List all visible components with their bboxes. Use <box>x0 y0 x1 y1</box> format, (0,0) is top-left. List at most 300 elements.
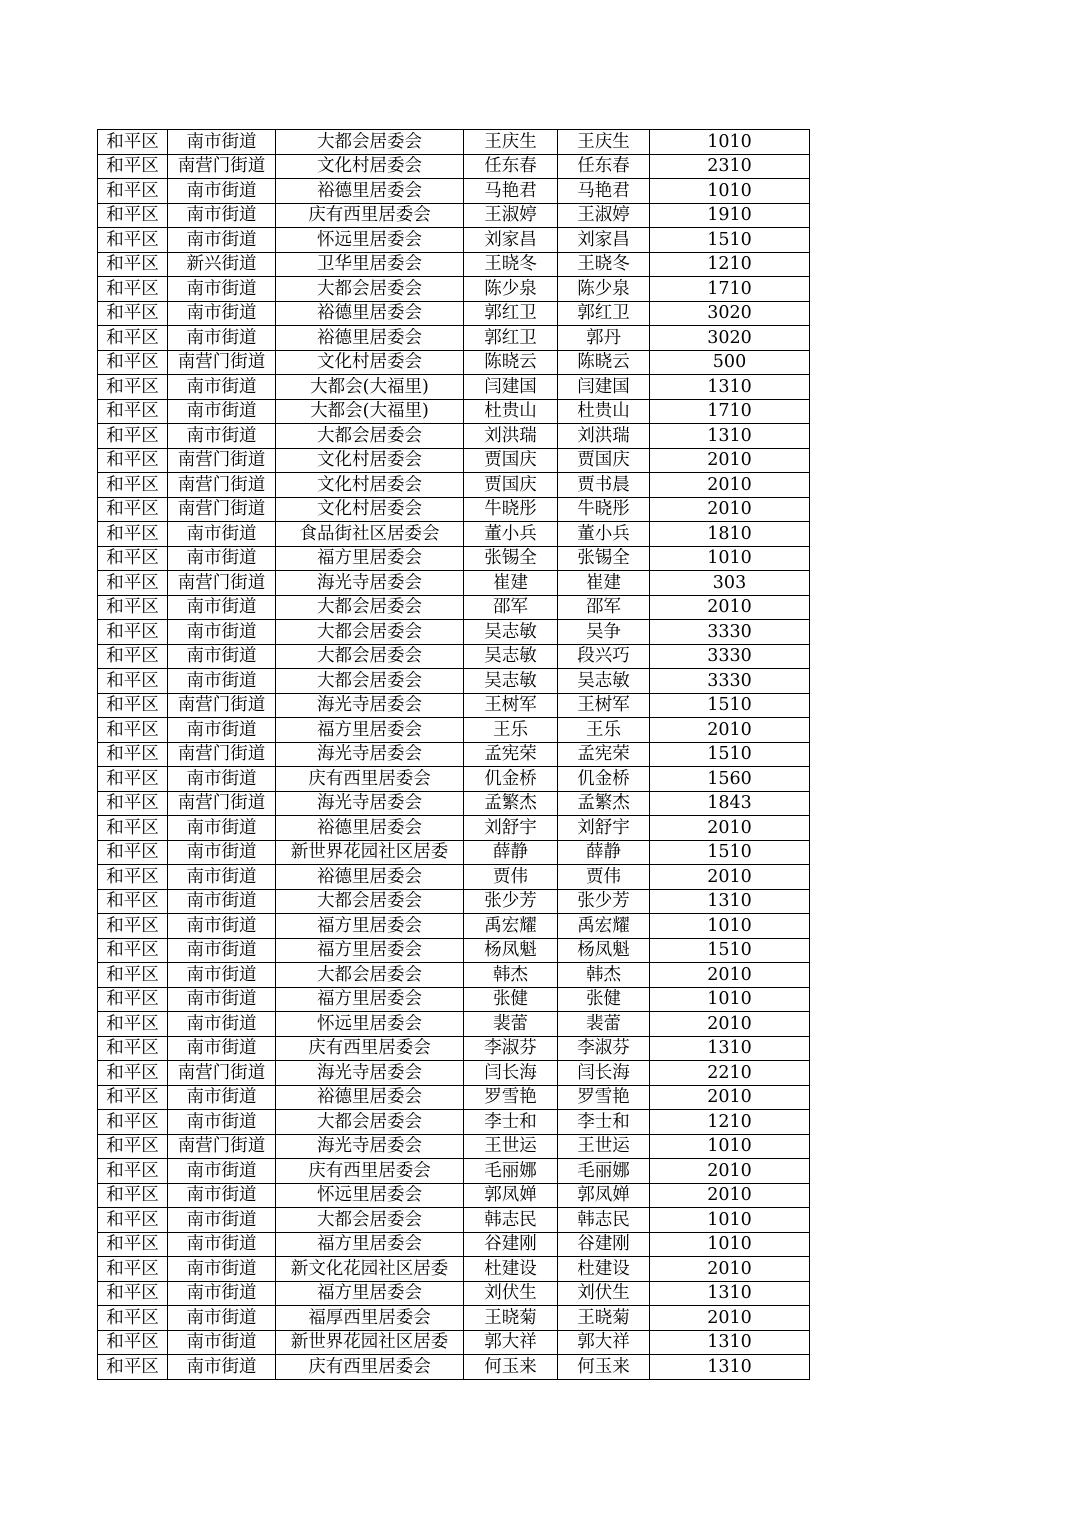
member-cell: 王晓菊 <box>558 1306 650 1331</box>
district-cell: 和平区 <box>98 840 168 865</box>
committee-cell: 大都会居委会 <box>276 277 464 302</box>
member-cell: 董小兵 <box>558 522 650 547</box>
district-cell: 和平区 <box>98 987 168 1012</box>
district-cell: 和平区 <box>98 1134 168 1159</box>
table-body <box>98 130 810 1380</box>
amount-cell: 2010 <box>650 1012 810 1037</box>
member-cell: 李士和 <box>558 1110 650 1135</box>
member-cell: 薛静 <box>558 840 650 865</box>
committee-cell: 海光寺居委会 <box>276 1061 464 1086</box>
member-cell: 王世运 <box>558 1134 650 1159</box>
table-row <box>98 1208 810 1233</box>
member-cell: 吴志敏 <box>558 669 650 694</box>
amount-cell: 1010 <box>650 130 810 155</box>
district-cell: 和平区 <box>98 546 168 571</box>
street-cell: 南市街道 <box>168 1036 276 1061</box>
table-row <box>98 522 810 547</box>
applicant-cell: 韩杰 <box>464 963 558 988</box>
committee-cell: 文化村居委会 <box>276 497 464 522</box>
applicant-cell: 陈少泉 <box>464 277 558 302</box>
amount-cell: 1010 <box>650 914 810 939</box>
applicant-cell: 郭红卫 <box>464 301 558 326</box>
amount-cell: 1310 <box>650 1281 810 1306</box>
applicant-cell: 闫长海 <box>464 1061 558 1086</box>
applicant-cell: 刘伏生 <box>464 1281 558 1306</box>
applicant-cell: 禹宏耀 <box>464 914 558 939</box>
district-cell: 和平区 <box>98 1061 168 1086</box>
district-cell: 和平区 <box>98 497 168 522</box>
street-cell: 南市街道 <box>168 1330 276 1355</box>
member-cell: 郭丹 <box>558 326 650 351</box>
table-row <box>98 840 810 865</box>
district-cell: 和平区 <box>98 448 168 473</box>
member-cell: 裴蕾 <box>558 1012 650 1037</box>
street-cell: 南市街道 <box>168 1306 276 1331</box>
district-cell: 和平区 <box>98 522 168 547</box>
amount-cell: 1310 <box>650 1355 810 1380</box>
committee-cell: 文化村居委会 <box>276 473 464 498</box>
district-cell: 和平区 <box>98 1257 168 1282</box>
street-cell: 南市街道 <box>168 987 276 1012</box>
member-cell: 闫建国 <box>558 375 650 400</box>
street-cell: 南市街道 <box>168 228 276 253</box>
applicant-cell: 吴志敏 <box>464 620 558 645</box>
member-cell: 杜贵山 <box>558 399 650 424</box>
district-cell: 和平区 <box>98 1036 168 1061</box>
member-cell: 马艳君 <box>558 179 650 204</box>
street-cell: 南市街道 <box>168 669 276 694</box>
street-cell: 南营门街道 <box>168 448 276 473</box>
committee-cell: 文化村居委会 <box>276 448 464 473</box>
table-row <box>98 963 810 988</box>
committee-cell: 新文化花园社区居委 <box>276 1257 464 1282</box>
member-cell: 韩杰 <box>558 963 650 988</box>
member-cell: 刘家昌 <box>558 228 650 253</box>
committee-cell: 福方里居委会 <box>276 546 464 571</box>
applicant-cell: 王树军 <box>464 693 558 718</box>
member-cell: 邵军 <box>558 595 650 620</box>
amount-cell: 2010 <box>650 595 810 620</box>
committee-cell: 大都会(大福里) <box>276 375 464 400</box>
district-cell: 和平区 <box>98 1085 168 1110</box>
street-cell: 南市街道 <box>168 546 276 571</box>
amount-cell: 1510 <box>650 840 810 865</box>
committee-cell: 大都会居委会 <box>276 1208 464 1233</box>
district-cell: 和平区 <box>98 1183 168 1208</box>
table-row <box>98 277 810 302</box>
table-row <box>98 767 810 792</box>
applicant-cell: 孟宪荣 <box>464 742 558 767</box>
committee-cell: 福方里居委会 <box>276 718 464 743</box>
district-cell: 和平区 <box>98 791 168 816</box>
committee-cell: 海光寺居委会 <box>276 742 464 767</box>
amount-cell: 1310 <box>650 424 810 449</box>
street-cell: 南市街道 <box>168 816 276 841</box>
applicant-cell: 牛晓彤 <box>464 497 558 522</box>
member-cell: 韩志民 <box>558 1208 650 1233</box>
member-cell: 张锡全 <box>558 546 650 571</box>
committee-cell: 海光寺居委会 <box>276 571 464 596</box>
applicant-cell: 王世运 <box>464 1134 558 1159</box>
committee-cell: 海光寺居委会 <box>276 1134 464 1159</box>
committee-cell: 庆有西里居委会 <box>276 203 464 228</box>
table-row <box>98 816 810 841</box>
member-cell: 杜建设 <box>558 1257 650 1282</box>
district-cell: 和平区 <box>98 718 168 743</box>
street-cell: 南市街道 <box>168 179 276 204</box>
district-cell: 和平区 <box>98 571 168 596</box>
table-row <box>98 1183 810 1208</box>
table-row <box>98 1085 810 1110</box>
district-cell: 和平区 <box>98 767 168 792</box>
amount-cell: 500 <box>650 350 810 375</box>
district-cell: 和平区 <box>98 179 168 204</box>
district-cell: 和平区 <box>98 816 168 841</box>
street-cell: 南市街道 <box>168 1281 276 1306</box>
applicant-cell: 吴志敏 <box>464 669 558 694</box>
amount-cell: 1560 <box>650 767 810 792</box>
committee-cell: 怀远里居委会 <box>276 1183 464 1208</box>
district-cell: 和平区 <box>98 473 168 498</box>
committee-cell: 裕德里居委会 <box>276 179 464 204</box>
committee-cell: 大都会居委会 <box>276 1110 464 1135</box>
applicant-cell: 裴蕾 <box>464 1012 558 1037</box>
applicant-cell: 刘舒宇 <box>464 816 558 841</box>
member-cell: 郭红卫 <box>558 301 650 326</box>
table-row <box>98 179 810 204</box>
amount-cell: 2010 <box>650 1183 810 1208</box>
applicant-cell: 张健 <box>464 987 558 1012</box>
committee-cell: 新世界花园社区居委 <box>276 1330 464 1355</box>
amount-cell: 2010 <box>650 1306 810 1331</box>
committee-cell: 福厚西里居委会 <box>276 1306 464 1331</box>
table-row <box>98 1281 810 1306</box>
street-cell: 南营门街道 <box>168 1061 276 1086</box>
district-cell: 和平区 <box>98 1110 168 1135</box>
street-cell: 南营门街道 <box>168 1134 276 1159</box>
street-cell: 南市街道 <box>168 840 276 865</box>
street-cell: 南市街道 <box>168 301 276 326</box>
street-cell: 南市街道 <box>168 203 276 228</box>
street-cell: 南市街道 <box>168 1208 276 1233</box>
street-cell: 南营门街道 <box>168 350 276 375</box>
applicant-cell: 杨凤魁 <box>464 938 558 963</box>
district-cell: 和平区 <box>98 399 168 424</box>
district-cell: 和平区 <box>98 1281 168 1306</box>
street-cell: 南市街道 <box>168 1232 276 1257</box>
district-cell: 和平区 <box>98 228 168 253</box>
amount-cell: 1010 <box>650 1232 810 1257</box>
applicant-cell: 何玉来 <box>464 1355 558 1380</box>
amount-cell: 2010 <box>650 1085 810 1110</box>
district-cell: 和平区 <box>98 301 168 326</box>
street-cell: 南市街道 <box>168 1355 276 1380</box>
district-cell: 和平区 <box>98 252 168 277</box>
table-row <box>98 546 810 571</box>
member-cell: 王淑婷 <box>558 203 650 228</box>
committee-cell: 庆有西里居委会 <box>276 1355 464 1380</box>
applicant-cell: 韩志民 <box>464 1208 558 1233</box>
committee-cell: 大都会居委会 <box>276 424 464 449</box>
member-cell: 任东春 <box>558 154 650 179</box>
applicant-cell: 毛丽娜 <box>464 1159 558 1184</box>
member-cell: 贾国庆 <box>558 448 650 473</box>
amount-cell: 1210 <box>650 252 810 277</box>
committee-cell: 食品街社区居委会 <box>276 522 464 547</box>
street-cell: 南市街道 <box>168 424 276 449</box>
table-row <box>98 1134 810 1159</box>
district-cell: 和平区 <box>98 203 168 228</box>
applicant-cell: 马艳君 <box>464 179 558 204</box>
applicant-cell: 张少芳 <box>464 889 558 914</box>
table-row <box>98 1306 810 1331</box>
amount-cell: 2010 <box>650 1257 810 1282</box>
table-row <box>98 1330 810 1355</box>
amount-cell: 1310 <box>650 889 810 914</box>
applicant-cell: 刘洪瑞 <box>464 424 558 449</box>
table-row <box>98 399 810 424</box>
member-cell: 孟繁杰 <box>558 791 650 816</box>
table-row <box>98 1036 810 1061</box>
district-cell: 和平区 <box>98 130 168 155</box>
street-cell: 南市街道 <box>168 1183 276 1208</box>
table-row <box>98 375 810 400</box>
table-row <box>98 350 810 375</box>
street-cell: 南营门街道 <box>168 154 276 179</box>
amount-cell: 1310 <box>650 375 810 400</box>
member-cell: 崔建 <box>558 571 650 596</box>
member-cell: 陈晓云 <box>558 350 650 375</box>
district-cell: 和平区 <box>98 350 168 375</box>
amount-cell: 1710 <box>650 399 810 424</box>
table-row <box>98 448 810 473</box>
table-row <box>98 1159 810 1184</box>
street-cell: 南市街道 <box>168 1257 276 1282</box>
committee-cell: 裕德里居委会 <box>276 865 464 890</box>
applicant-cell: 贾国庆 <box>464 448 558 473</box>
committee-cell: 海光寺居委会 <box>276 693 464 718</box>
committee-cell: 大都会居委会 <box>276 620 464 645</box>
applicant-cell: 李士和 <box>464 1110 558 1135</box>
member-cell: 仉金桥 <box>558 767 650 792</box>
street-cell: 南市街道 <box>168 963 276 988</box>
amount-cell: 1010 <box>650 546 810 571</box>
table-row <box>98 644 810 669</box>
district-cell: 和平区 <box>98 938 168 963</box>
district-cell: 和平区 <box>98 889 168 914</box>
applicant-cell: 郭红卫 <box>464 326 558 351</box>
committee-cell: 大都会居委会 <box>276 669 464 694</box>
amount-cell: 1910 <box>650 203 810 228</box>
member-cell: 罗雪艳 <box>558 1085 650 1110</box>
committee-cell: 新世界花园社区居委 <box>276 840 464 865</box>
street-cell: 南市街道 <box>168 1012 276 1037</box>
amount-cell: 2210 <box>650 1061 810 1086</box>
amount-cell: 1310 <box>650 1036 810 1061</box>
street-cell: 南市街道 <box>168 277 276 302</box>
table-row <box>98 203 810 228</box>
applicant-cell: 仉金桥 <box>464 767 558 792</box>
street-cell: 南营门街道 <box>168 791 276 816</box>
applicant-cell: 杜建设 <box>464 1257 558 1282</box>
street-cell: 南市街道 <box>168 718 276 743</box>
district-cell: 和平区 <box>98 1355 168 1380</box>
committee-cell: 庆有西里居委会 <box>276 767 464 792</box>
street-cell: 南市街道 <box>168 644 276 669</box>
data-table <box>97 129 810 1380</box>
member-cell: 牛晓彤 <box>558 497 650 522</box>
table-row <box>98 1110 810 1135</box>
amount-cell: 1810 <box>650 522 810 547</box>
applicant-cell: 郭大祥 <box>464 1330 558 1355</box>
district-cell: 和平区 <box>98 914 168 939</box>
member-cell: 张少芳 <box>558 889 650 914</box>
table-row <box>98 889 810 914</box>
applicant-cell: 杜贵山 <box>464 399 558 424</box>
committee-cell: 怀远里居委会 <box>276 228 464 253</box>
district-cell: 和平区 <box>98 1232 168 1257</box>
committee-cell: 裕德里居委会 <box>276 301 464 326</box>
district-cell: 和平区 <box>98 1012 168 1037</box>
amount-cell: 3020 <box>650 326 810 351</box>
amount-cell: 1510 <box>650 228 810 253</box>
applicant-cell: 孟繁杰 <box>464 791 558 816</box>
table-row <box>98 914 810 939</box>
table-row <box>98 326 810 351</box>
table-row <box>98 791 810 816</box>
committee-cell: 福方里居委会 <box>276 914 464 939</box>
applicant-cell: 任东春 <box>464 154 558 179</box>
amount-cell: 1210 <box>650 1110 810 1135</box>
member-cell: 刘伏生 <box>558 1281 650 1306</box>
street-cell: 南营门街道 <box>168 473 276 498</box>
applicant-cell: 王晓冬 <box>464 252 558 277</box>
district-cell: 和平区 <box>98 620 168 645</box>
table-row <box>98 1355 810 1380</box>
member-cell: 刘舒宇 <box>558 816 650 841</box>
street-cell: 南营门街道 <box>168 497 276 522</box>
district-cell: 和平区 <box>98 1159 168 1184</box>
applicant-cell: 邵军 <box>464 595 558 620</box>
committee-cell: 大都会居委会 <box>276 595 464 620</box>
committee-cell: 庆有西里居委会 <box>276 1159 464 1184</box>
street-cell: 南市街道 <box>168 889 276 914</box>
applicant-cell: 王乐 <box>464 718 558 743</box>
amount-cell: 1010 <box>650 1134 810 1159</box>
applicant-cell: 罗雪艳 <box>464 1085 558 1110</box>
table-row <box>98 424 810 449</box>
table-row <box>98 497 810 522</box>
amount-cell: 1310 <box>650 1330 810 1355</box>
applicant-cell: 张锡全 <box>464 546 558 571</box>
member-cell: 贾书晨 <box>558 473 650 498</box>
district-cell: 和平区 <box>98 1330 168 1355</box>
amount-cell: 2010 <box>650 497 810 522</box>
committee-cell: 大都会居委会 <box>276 130 464 155</box>
table-row <box>98 693 810 718</box>
district-cell: 和平区 <box>98 693 168 718</box>
member-cell: 段兴巧 <box>558 644 650 669</box>
street-cell: 南营门街道 <box>168 693 276 718</box>
committee-cell: 福方里居委会 <box>276 987 464 1012</box>
table-row <box>98 669 810 694</box>
member-cell: 何玉来 <box>558 1355 650 1380</box>
district-cell: 和平区 <box>98 375 168 400</box>
committee-cell: 福方里居委会 <box>276 1232 464 1257</box>
street-cell: 南市街道 <box>168 399 276 424</box>
committee-cell: 庆有西里居委会 <box>276 1036 464 1061</box>
amount-cell: 1010 <box>650 1208 810 1233</box>
applicant-cell: 王庆生 <box>464 130 558 155</box>
street-cell: 南市街道 <box>168 1159 276 1184</box>
amount-cell: 1710 <box>650 277 810 302</box>
amount-cell: 2010 <box>650 816 810 841</box>
amount-cell: 3330 <box>650 620 810 645</box>
amount-cell: 2010 <box>650 448 810 473</box>
table-row <box>98 1257 810 1282</box>
member-cell: 刘洪瑞 <box>558 424 650 449</box>
committee-cell: 福方里居委会 <box>276 1281 464 1306</box>
member-cell: 李淑芬 <box>558 1036 650 1061</box>
district-cell: 和平区 <box>98 1208 168 1233</box>
committee-cell: 文化村居委会 <box>276 350 464 375</box>
amount-cell: 3330 <box>650 644 810 669</box>
district-cell: 和平区 <box>98 326 168 351</box>
street-cell: 南市街道 <box>168 375 276 400</box>
table-row <box>98 1232 810 1257</box>
district-cell: 和平区 <box>98 154 168 179</box>
committee-cell: 裕德里居委会 <box>276 326 464 351</box>
street-cell: 南市街道 <box>168 620 276 645</box>
committee-cell: 海光寺居委会 <box>276 791 464 816</box>
applicant-cell: 谷建刚 <box>464 1232 558 1257</box>
applicant-cell: 李淑芬 <box>464 1036 558 1061</box>
member-cell: 吴争 <box>558 620 650 645</box>
amount-cell: 3020 <box>650 301 810 326</box>
applicant-cell: 薛静 <box>464 840 558 865</box>
street-cell: 南市街道 <box>168 522 276 547</box>
committee-cell: 大都会居委会 <box>276 963 464 988</box>
member-cell: 郭大祥 <box>558 1330 650 1355</box>
applicant-cell: 陈晓云 <box>464 350 558 375</box>
street-cell: 南市街道 <box>168 130 276 155</box>
amount-cell: 2010 <box>650 473 810 498</box>
table-row <box>98 987 810 1012</box>
member-cell: 孟宪荣 <box>558 742 650 767</box>
table-row <box>98 473 810 498</box>
member-cell: 王树军 <box>558 693 650 718</box>
committee-cell: 文化村居委会 <box>276 154 464 179</box>
applicant-cell: 王淑婷 <box>464 203 558 228</box>
district-cell: 和平区 <box>98 963 168 988</box>
member-cell: 陈少泉 <box>558 277 650 302</box>
member-cell: 谷建刚 <box>558 1232 650 1257</box>
committee-cell: 大都会居委会 <box>276 889 464 914</box>
member-cell: 王乐 <box>558 718 650 743</box>
applicant-cell: 贾伟 <box>464 865 558 890</box>
table-row <box>98 938 810 963</box>
amount-cell: 1010 <box>650 987 810 1012</box>
table-row <box>98 1012 810 1037</box>
street-cell: 南营门街道 <box>168 571 276 596</box>
table-row <box>98 228 810 253</box>
table-row <box>98 865 810 890</box>
committee-cell: 大都会居委会 <box>276 644 464 669</box>
applicant-cell: 刘家昌 <box>464 228 558 253</box>
applicant-cell: 吴志敏 <box>464 644 558 669</box>
table-row <box>98 252 810 277</box>
district-cell: 和平区 <box>98 742 168 767</box>
